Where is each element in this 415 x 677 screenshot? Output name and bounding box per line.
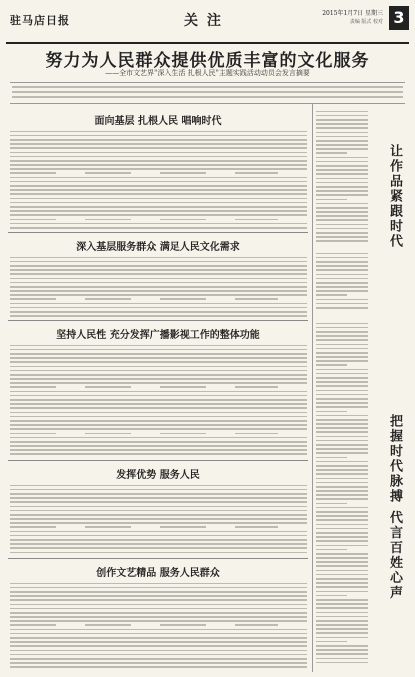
newspaper-logo: 驻马店日报 bbox=[10, 14, 70, 27]
text-column bbox=[85, 342, 161, 456]
section-heading-5: 创作文艺精品 服务人民群众 bbox=[96, 568, 220, 579]
page-subhead: ——全市文艺界"深入生活 扎根人民"主题实践活动动员会发言摘要 bbox=[105, 69, 310, 77]
text-column bbox=[85, 128, 161, 230]
text-column bbox=[316, 108, 368, 244]
section-heading-2: 深入基层服务群众 满足人民文化需求 bbox=[76, 242, 240, 253]
text-column bbox=[160, 580, 236, 672]
sidebar-title-1: 让作品紧跟时代 bbox=[387, 144, 402, 249]
section-heading-1: 面向基层 扎根人民 唱响时代 bbox=[94, 116, 222, 127]
text-column bbox=[85, 482, 161, 556]
text-column bbox=[10, 482, 86, 556]
text-column bbox=[85, 580, 161, 672]
text-column bbox=[235, 580, 307, 672]
page-headline: 努力为人民群众提供优质丰富的文化服务 bbox=[45, 51, 370, 71]
text-column bbox=[235, 482, 307, 556]
text-column bbox=[160, 128, 236, 230]
text-column bbox=[316, 250, 368, 310]
editor-credits: 责编 版式 校对 bbox=[349, 19, 383, 25]
section-heading-4: 发挥优势 服务人民 bbox=[116, 470, 200, 481]
text-column bbox=[235, 342, 307, 456]
text-column bbox=[10, 342, 86, 456]
text-column bbox=[160, 254, 236, 318]
text-column bbox=[160, 342, 236, 456]
text-column bbox=[235, 128, 307, 230]
text-column bbox=[235, 254, 307, 318]
lead-paragraph bbox=[10, 82, 405, 104]
issue-date: 2015年1月7日 星期三 bbox=[322, 10, 383, 17]
text-column bbox=[10, 254, 86, 318]
masthead bbox=[6, 4, 409, 44]
text-column bbox=[10, 580, 86, 672]
section-title: 关 注 bbox=[184, 13, 223, 29]
sidebar-title-2: 把握时代脉搏 代言百姓心声 bbox=[387, 414, 402, 601]
text-column bbox=[316, 320, 368, 666]
page-number: 3 bbox=[389, 6, 409, 30]
section-heading-3: 坚持人民性 充分发挥广播影视工作的整体功能 bbox=[56, 330, 260, 341]
text-column bbox=[10, 128, 86, 230]
text-column bbox=[160, 482, 236, 556]
text-column bbox=[85, 254, 161, 318]
